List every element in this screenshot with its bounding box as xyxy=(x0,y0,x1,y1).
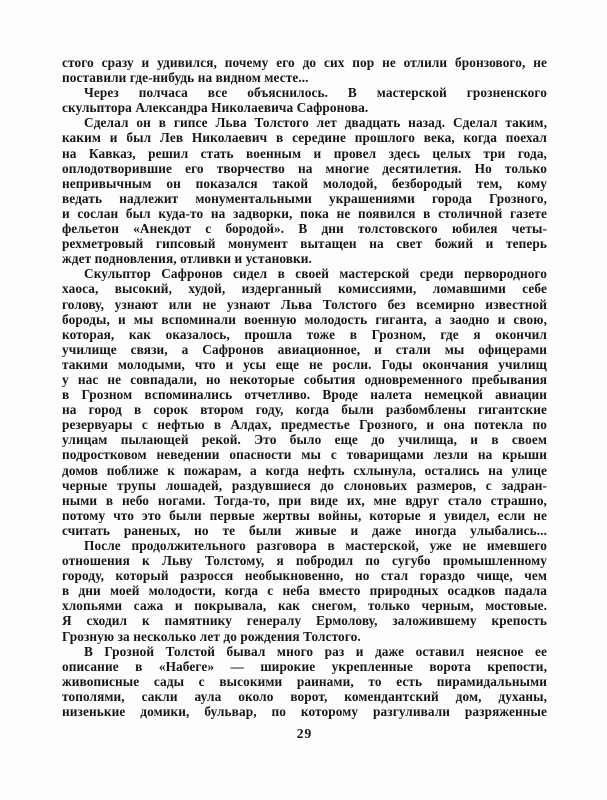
text-line: После продолжительного разговора в мастерской, уже не имевшего xyxy=(84,538,547,553)
text-line: хаоса, высокий, худой, издерганный комиссиями, ломавшими себе xyxy=(62,281,547,297)
text-line: скульптора Александра Николаевича Сафронова. xyxy=(62,100,369,116)
text-line: такими молодыми, что и усы еще не росли. Годы окончания училищ xyxy=(62,356,547,372)
text-line: Сделал он в гипсе Льва Толстого лет двадцать назад. Сделал таким, xyxy=(84,115,547,131)
page-text xyxy=(62,55,547,719)
text-line: ными в небо ногами. Тогда-то, при виде их, мне вдруг стало страшно, xyxy=(62,492,547,508)
text-line: голову, узнают или не узнают Льва Толстого без всемирно известной xyxy=(62,296,547,312)
paragraph xyxy=(62,85,547,115)
text-line: потому что это были первые жертвы войны, которые я увидел, если не xyxy=(62,507,547,523)
text-line: низенькие домики, бульвар, по которому разгуливали разряженные xyxy=(62,704,547,720)
text-line: улицам пылающей рекой. Это было еще до училища, и в своем xyxy=(62,432,547,448)
text-line: бороды, и мы вспоминали военную молодость гиганта, а заодно и свою, xyxy=(62,311,547,327)
text-line: домов поближе к пожарам, а когда нефть схлынула, остались на улице xyxy=(62,462,547,478)
text-line: каким и был Лев Николаевич в середине прошлого века, когда поехал xyxy=(62,130,547,146)
text-line: черные трупы лошадей, раздувшиеся до слоновьих размеров, с задран- xyxy=(62,477,547,493)
text-line: резервуары с нефтью в Алдах, предместье Грозного, и она потекла по xyxy=(62,417,547,433)
page-number: 29 xyxy=(296,726,313,741)
text-line: на Кавказ, решил стать военным и провел здесь целых три года, xyxy=(62,145,547,161)
text-line: описание в «Набеге» — широкие укрепленные ворота крепости, xyxy=(62,658,547,674)
text-line: В Грозной Толстой бывал много раз и даже оставил неясное ее xyxy=(84,643,547,659)
text-line: городу, который разросся необыкновенно, но стал гораздо чище, чем xyxy=(62,568,547,584)
text-line: непривычным он показался такой молодой, безбородый тем, кому xyxy=(62,175,547,191)
text-line: рехметровый гипсовый монумент вытащен на свет божий и теперь xyxy=(62,236,547,252)
text-line: стого сразу и удивился, почему его до сих пор не отлили бронзового, не xyxy=(62,55,547,70)
text-line: живописные сады с высокими раинами, то есть пирамидальными xyxy=(62,673,547,689)
text-line: отношения к Льву Толстому, я побродил по сугубо промышленному xyxy=(62,553,547,569)
text-line: в Грозном вспоминались отчетливо. Вроде налета немецкой авиации xyxy=(62,387,547,403)
paragraph xyxy=(62,538,547,644)
text-line: Скульптор Сафронов сидел в своей мастерской среди первородного xyxy=(84,266,547,282)
paragraph xyxy=(62,266,547,538)
text-line: училище связи, а Сафронов авиационное, и стали мы офицерами xyxy=(62,341,547,357)
text-line: у нас не совпадали, но некоторые события одновременного пребывания xyxy=(62,371,547,387)
text-line: Грозную за несколько лет до рождения Толстого. xyxy=(62,628,361,644)
text-line: фельетон «Анекдот с бородой». В дни толстовского юбилея четы- xyxy=(62,221,547,237)
text-line: на город в сорок втором году, когда были разбомблены гигантские xyxy=(62,402,547,418)
text-line: в дни моей молодости, когда с неба вместо природных осадков падала xyxy=(62,583,547,599)
text-line: оплодотворившие его творчество на многие десятилетия. Но только xyxy=(62,160,547,176)
text-line: и сослан был куда-то на задворки, пока не появился в столичной газете xyxy=(62,205,547,221)
paragraph xyxy=(62,55,547,85)
text-line: Через полчаса все объяснилось. В мастерской грозненского xyxy=(84,85,547,101)
text-line: считать раненых, но те были живые и даже иногда улыбались... xyxy=(62,522,547,538)
text-line: которая, как оказалось, прошла тоже в Грозном, где я окончил xyxy=(62,326,547,342)
text-line: хлопьями сажа и покрывала, как снегом, только черным, мостовые. xyxy=(62,598,547,614)
paragraph xyxy=(62,115,547,266)
paragraph xyxy=(62,644,547,719)
text-line: Я сходил к памятнику генералу Ермолову, заложившему крепость xyxy=(62,613,547,629)
text-line: поставили где-нибудь на видном месте... xyxy=(62,70,309,86)
text-line: подростковом неведении опасности мы с товарищами лезли на крыши xyxy=(62,447,547,463)
text-line: ведать надлежит монументальными украшениями города Грозного, xyxy=(62,190,547,206)
text-line: тополями, сакли аула около ворот, комендантский дом, духаны, xyxy=(62,688,547,704)
text-line: ждет подновления, отливки и установки. xyxy=(62,251,312,267)
